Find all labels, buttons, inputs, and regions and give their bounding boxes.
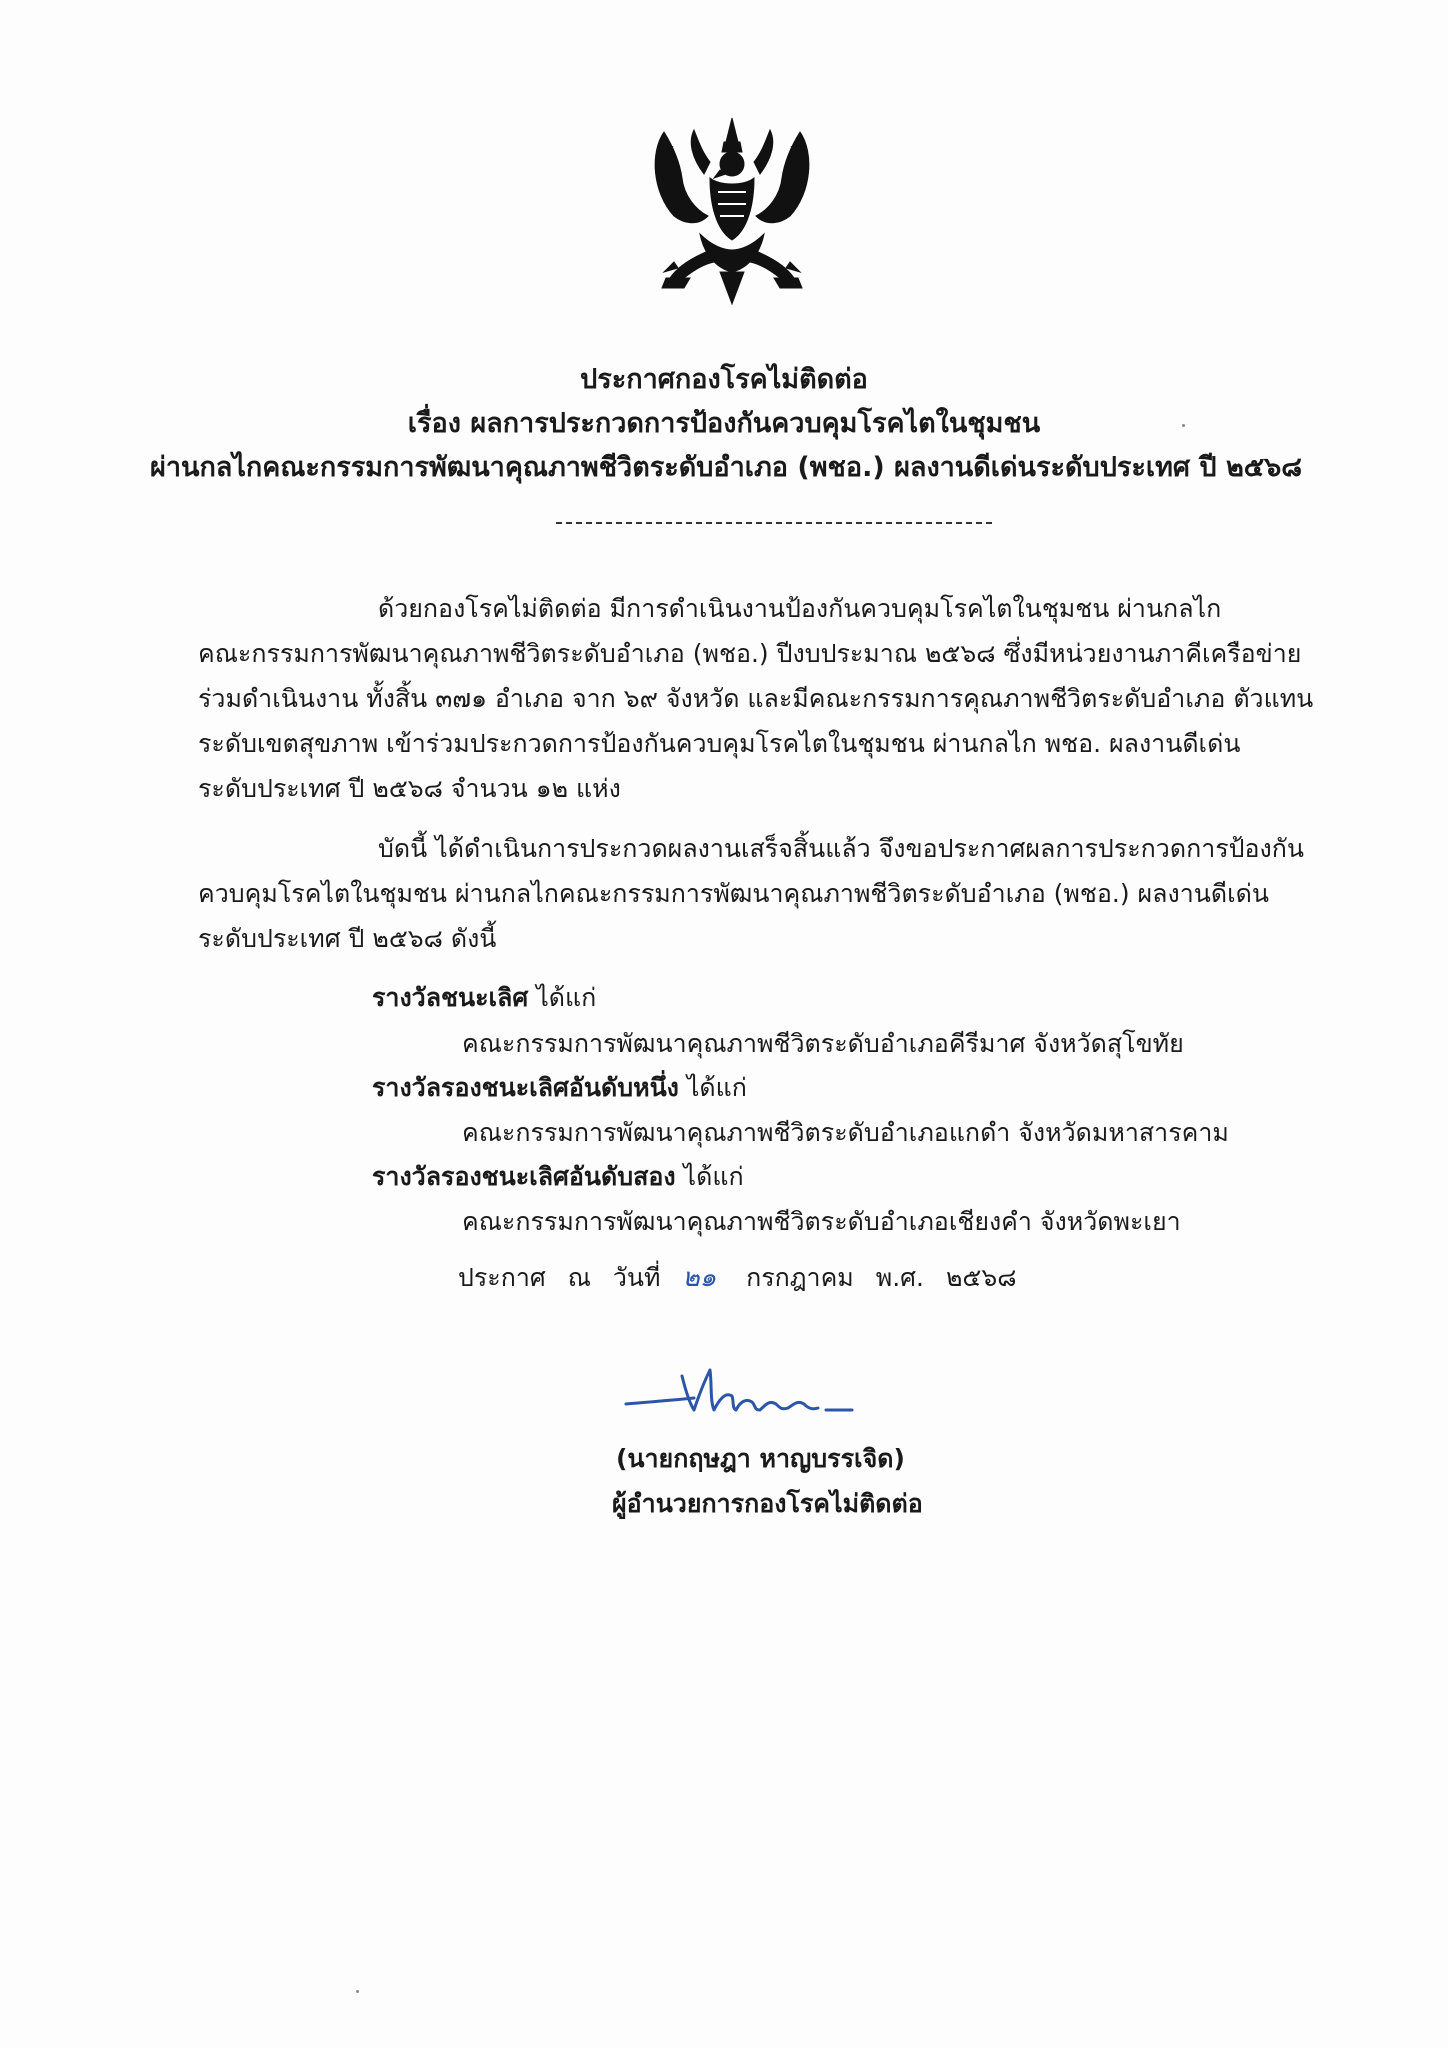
heading-subject: เรื่อง ผลการประกวดการป้องกันควบคุมโรคไตในชุมชน	[407, 408, 1041, 439]
paragraph-line: ระดับประเทศ ปี ๒๕๖๘ จำนวน ๑๒ แห่ง	[198, 774, 621, 803]
award-third-title	[372, 1155, 744, 1199]
paragraph-line: ระดับประเทศ ปี ๒๕๖๘ ดังนี้	[198, 924, 497, 953]
paragraph-line	[198, 631, 1302, 676]
award-second-title	[372, 1066, 747, 1110]
award-first-winner: คณะกรรมการพัฒนาคุณภาพชีวิตระดับอำเภอคีรีมาศ จังหวัดสุโขทัย	[462, 1029, 1184, 1058]
scan-speck	[1182, 424, 1185, 427]
announce-day-label: วันที่	[612, 1263, 661, 1292]
award-suffix: ได้แก่	[528, 983, 597, 1012]
signer-name: (นายกฤษฎา หาญบรรเจิด)	[616, 1444, 905, 1473]
announce-year: ๒๕๖๘	[945, 1263, 1017, 1292]
announce-era: พ.ศ.	[875, 1263, 924, 1292]
heading-divider	[556, 522, 992, 524]
award-second-winner: คณะกรรมการพัฒนาคุณภาพชีวิตระดับอำเภอแกดำ จังหวัดมหาสารคาม	[462, 1118, 1229, 1147]
announce-at: ณ	[567, 1263, 591, 1292]
handwritten-signature	[620, 1352, 880, 1432]
award-name: รางวัลรองชนะเลิศอันดับหนึ่ง	[372, 1073, 679, 1102]
award-first-title	[372, 976, 596, 1020]
body-paragraph-2	[198, 826, 1302, 961]
announcement-heading	[150, 358, 1303, 490]
award-name: รางวัลรองชนะเลิศอันดับสอง	[372, 1162, 676, 1191]
heading-subject-continued: ผ่านกลไกคณะกรรมการพัฒนาคุณภาพชีวิตระดับอำเภอ (พชอ.) ผลงานดีเด่นระดับประเทศ ปี ๒๕๖๘	[150, 452, 1303, 483]
paragraph-line: ควบคุมโรคไตในชุมชน ผ่านกลไกคณะกรรมการพัฒนาคุณภาพชีวิตระดับอำเภอ (พชอ.) ผลงานดีเด่น	[198, 879, 1269, 908]
paragraph-line: ร่วมดำเนินงาน ทั้งสิ้น ๓๗๑ อำเภอ จาก ๖๙ จังหวัด และมีคณะกรรมการคุณภาพชีวิตระดับอำเภอ ตัวแทน	[198, 684, 1314, 713]
award-suffix: ได้แก่	[678, 1073, 747, 1102]
award-name: รางวัลชนะเลิศ	[372, 983, 529, 1012]
body-paragraph-1	[198, 586, 1314, 811]
announcement-date	[458, 1256, 1031, 1300]
paragraph-line: ระดับเขตสุขภาพ เข้าร่วมประกวดการป้องกันควบคุมโรคไตในชุมชน ผ่านกลไก พชอ. ผลงานดีเด่น	[198, 729, 1241, 758]
announce-day: ๒๑	[682, 1263, 717, 1293]
paragraph-line-text: คณะกรรมการพัฒนาคุณภาพชีวิตระดับอำเภอ (พชอ.) ปีงบประมาณ ๒๕๖๘ ซึ่งมีหน่วยงานภาคีเครือข่าย	[198, 639, 1302, 668]
scan-speck	[356, 1990, 359, 1993]
garuda-emblem-icon	[644, 112, 820, 308]
award-suffix: ได้แก่	[675, 1162, 744, 1191]
paragraph-line: บัดนี้ ได้ดำเนินการประกวดผลงานเสร็จสิ้นแล้ว จึงขอประกาศผลการประกวดการป้องกัน	[378, 834, 1304, 863]
announce-month: กรกฎาคม	[746, 1263, 854, 1292]
paragraph-line: ด้วยกองโรคไม่ติดต่อ มีการดำเนินงานป้องกันควบคุมโรคไตในชุมชน ผ่านกลไก	[378, 594, 1222, 623]
announce-prefix: ประกาศ	[458, 1263, 546, 1292]
signer-position: ผู้อำนวยการกองโรคไม่ติดต่อ	[612, 1489, 923, 1518]
heading-line-1: ประกาศกองโรคไม่ติดต่อ	[580, 364, 868, 395]
award-third-winner: คณะกรรมการพัฒนาคุณภาพชีวิตระดับอำเภอเชียงคำ จังหวัดพะเยา	[462, 1207, 1181, 1236]
